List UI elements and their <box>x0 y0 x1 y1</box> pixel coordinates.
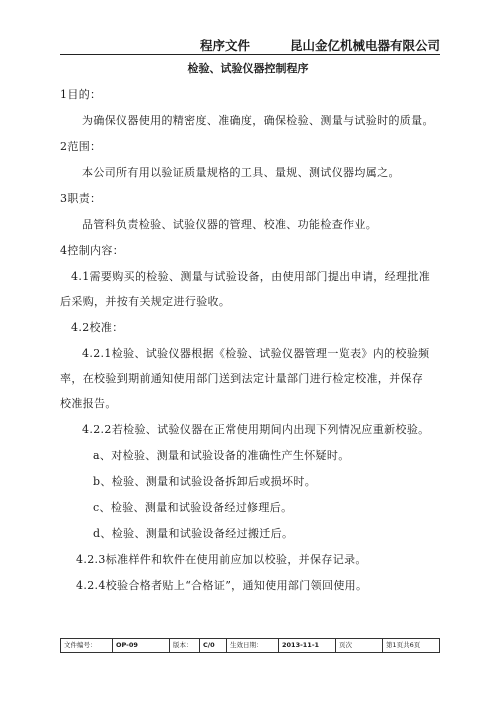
list-item: d、检验、测量和试验设备经过搬迁后。 <box>93 527 294 540</box>
paragraph-line: 品管科负责检验、试验仪器的管理、校准、功能检查作业。 <box>82 218 378 231</box>
paragraph-line: 校准报告。 <box>60 397 117 410</box>
section-heading: 1目的： <box>60 88 102 101</box>
page-number: 第1页共6页 <box>386 641 421 649</box>
doc-number-label: 文件编号： <box>61 639 113 652</box>
effective-date-value: 2013-11-1 <box>279 639 336 652</box>
section-heading: 2范围： <box>60 140 102 153</box>
paragraph-line: 4.1需要购买的检验、测量与试验设备，由使用部门提出申请，经理批准 <box>71 270 431 283</box>
doc-type-label: 程序文件 <box>200 38 251 53</box>
company-name: 昆山金亿机械电器有限公司 <box>289 38 440 53</box>
section-heading: 3职责： <box>60 192 102 205</box>
section-heading: 4控制内容： <box>60 244 125 257</box>
effective-date-label: 生效日期： <box>227 639 279 652</box>
version-label: 版本： <box>170 639 200 652</box>
paragraph-line: 4.2.1检验、试验仪器根据《检验、试验仪器管理一览表》内的校验频 <box>82 347 430 360</box>
paragraph-line: 4.2.2若检验、试验仪器在正常使用期间内出现下列情况应重新校验。 <box>82 423 430 436</box>
paragraph-line: 后采购，并按有关规定进行验收。 <box>60 295 231 308</box>
list-item: a、对检验、测量和试验设备的准确性产生怀疑时。 <box>93 449 350 462</box>
paragraph-line: 4.2.3标准样件和软件在使用前应加以校验，并保存记录。 <box>76 553 367 566</box>
page-title: 检验、试验仪器控制程序 <box>187 62 309 75</box>
paragraph-line: 4.2.4校验合格者贴上“合格证”，通知使用部门领回使用。 <box>76 579 368 592</box>
list-item: b、检验、测量和试验设备拆卸后或损坏时。 <box>93 475 317 488</box>
doc-number-value: OP-09 <box>113 639 170 652</box>
subsection-heading: 4.2校准： <box>71 321 124 334</box>
document-footer-table <box>60 638 440 653</box>
paragraph-line: 率，在校验到期前通知使用部门送到法定计量部门进行检定校准，并保存 <box>60 372 424 385</box>
version-value: C/0 <box>200 639 227 652</box>
page-label: 页次 <box>336 639 383 652</box>
paragraph-line: 为确保仪器使用的精密度、准确度，确保检验、测量与试验时的质量。 <box>82 114 434 127</box>
paragraph-line: 本公司所有用以验证质量规格的工具、量规、测试仪器均属之。 <box>82 166 400 179</box>
list-item: c、检验、测量和试验设备经过修理后。 <box>93 501 293 514</box>
page-header <box>60 34 440 55</box>
